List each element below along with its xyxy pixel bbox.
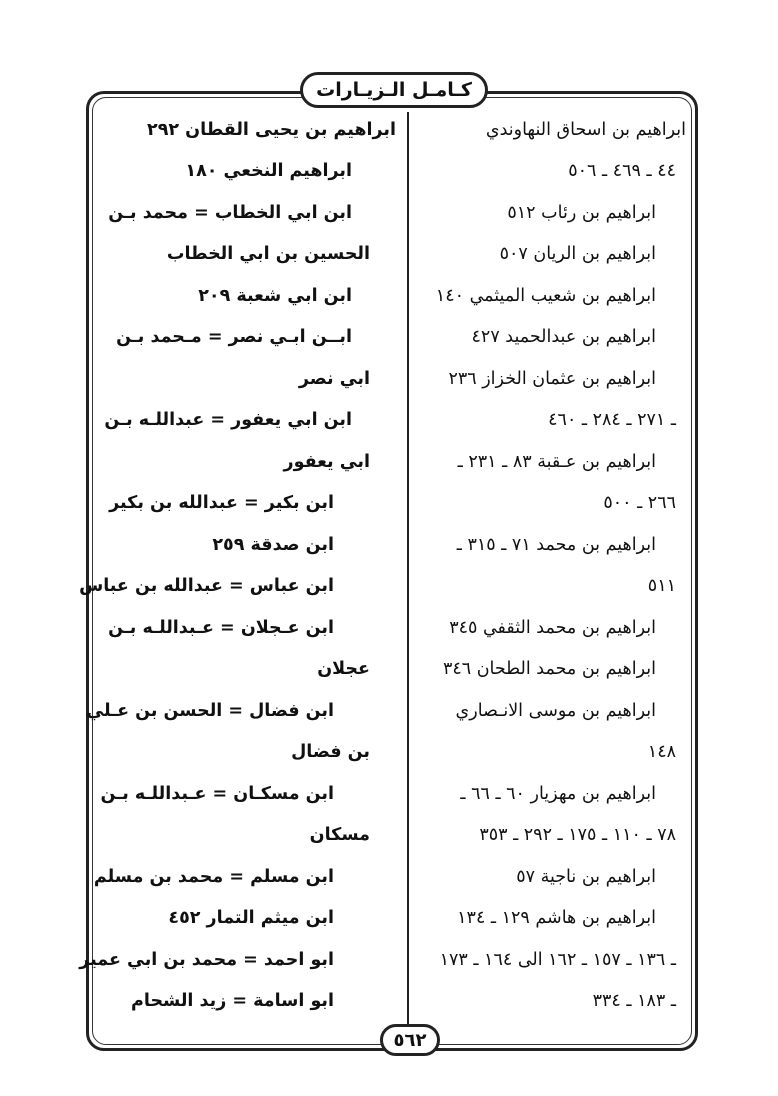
index-entry: ابراهيم النخعي ١٨٠ xyxy=(185,161,352,181)
index-entry: بن فضال xyxy=(291,742,370,762)
index-entry: ـ ١٣٦ ـ ١٥٧ ـ ١٦٢ الى ١٦٤ ـ ١٧٣ xyxy=(439,950,676,970)
index-entry: ٧٨ ـ ١١٠ ـ ١٧٥ ـ ٢٩٢ ـ ٣٥٣ xyxy=(479,825,676,845)
index-entry: ٢٦٦ ـ ٥٠٠ xyxy=(603,493,676,513)
index-entry: ابن مسلم = محمد بن مسلم xyxy=(93,867,334,887)
index-entry: ابراهيم بن الريان ٥٠٧ xyxy=(499,244,656,264)
page-number: ٥٦٢ xyxy=(393,1029,427,1051)
column-divider xyxy=(407,112,409,1024)
page-number-badge xyxy=(380,1024,440,1056)
index-entry: ابو اسامة = زيد الشحام xyxy=(131,991,334,1011)
index-entry: مسكان xyxy=(309,825,370,845)
index-entry: ابراهيم بن اسحاق النهاوندي xyxy=(485,120,686,140)
index-entry: ابو احمد = محمد بن ابي عمير xyxy=(79,950,334,970)
index-entry: ابراهيم بن محمد ٧١ ـ ٣١٥ ـ xyxy=(456,535,656,555)
page-frame-inner xyxy=(92,97,692,1045)
index-entry: ابــن ابـي نصر = مـحمد بـن xyxy=(116,327,352,347)
index-entry: ابراهيم بن عـقبة ٨٣ ـ ٢٣١ ـ xyxy=(457,452,656,472)
index-entry: ابراهيم بن شعيب الميثمي ١٤٠ xyxy=(435,286,656,306)
index-entry: ابي يعفور xyxy=(283,452,370,472)
index-entry: ـ ١٨٣ ـ ٣٣٤ xyxy=(592,991,676,1011)
index-entry: الحسين بن ابي الخطاب xyxy=(166,244,370,264)
index-entry: ابراهيم بن محمد الطحان ٣٤٦ xyxy=(442,659,656,679)
page-header xyxy=(300,72,488,108)
index-entry: ابي نصر xyxy=(298,369,370,389)
index-entry: ابن عـجلان = عـبداللـه بـن xyxy=(108,618,334,638)
index-entry: ابراهيم بن عبدالحميد ٤٢٧ xyxy=(471,327,656,347)
index-entry: ابن عباس = عبدالله بن عباس xyxy=(79,576,334,596)
index-entry: ابن ابي يعفور = عبداللـه بـن xyxy=(104,410,352,430)
index-entry: ابن ابي الخطاب = محمد بـن xyxy=(108,203,352,223)
index-entry: ابراهيم بن عثمان الخزاز ٢٣٦ xyxy=(448,369,656,389)
index-entry: ابن صدقة ٢٥٩ xyxy=(212,535,334,555)
index-entry: عجلان xyxy=(317,659,370,679)
index-entry: ابراهيم بن رئاب ٥١٢ xyxy=(507,203,656,223)
index-entry: ابن بكير = عبدالله بن بكير xyxy=(109,493,334,513)
index-entry: ابن فضال = الحسن بن عـلي xyxy=(86,701,334,721)
index-entry: ابراهيم بن محمد الثقفي ٣٤٥ xyxy=(449,618,656,638)
index-entry: ٥١١ xyxy=(647,576,676,596)
index-entry: ابن ميثم التمار ٤٥٢ xyxy=(168,908,334,928)
index-entry: ابن ابي شعبة ٢٠٩ xyxy=(198,286,352,306)
index-entry: ابراهيم بن ناجية ٥٧ xyxy=(516,867,656,887)
index-entry: ابراهيم بن موسى الانـصاري xyxy=(455,701,656,721)
index-entry: ٤٤ ـ ٤٦٩ ـ ٥٠٦ xyxy=(568,161,676,181)
index-entry: ابراهيم بن يحيى القطان ٢٩٢ xyxy=(147,120,396,140)
index-entry: ابن مسكـان = عـبداللـه بـن xyxy=(100,784,334,804)
index-entry: ـ ٢٧١ ـ ٢٨٤ ـ ٤٦٠ xyxy=(548,410,676,430)
index-entry: ابراهيم بن هاشم ١٢٩ ـ ١٣٤ xyxy=(457,908,656,928)
index-entry: ١٤٨ xyxy=(647,742,676,762)
index-entry: ابراهيم بن مهزيار ٦٠ ـ ٦٦ ـ xyxy=(460,784,656,804)
book-title: كـامـل الـزيـارات xyxy=(316,79,472,101)
